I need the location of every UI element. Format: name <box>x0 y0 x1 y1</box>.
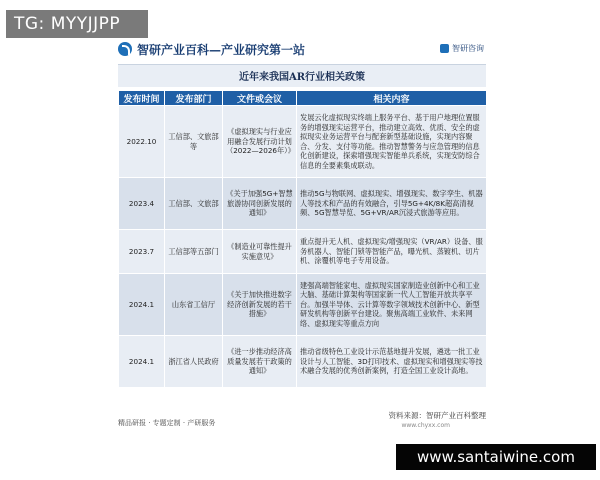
header-date: 发布时间 <box>119 91 165 106</box>
row-doc: 《进一步推动经济高质量发展若干政策的通知》 <box>223 336 297 388</box>
row-dept: 浙江省人民政府 <box>165 336 223 388</box>
table-row <box>119 274 487 336</box>
logo-icon <box>118 42 132 56</box>
brand-label: 智研咨询 <box>452 44 484 53</box>
watermark-tg: TG: MYYJJPP <box>6 10 148 38</box>
brand <box>440 43 484 54</box>
header-dept: 发布部门 <box>165 91 223 106</box>
row-date: 2023.4 <box>119 178 165 230</box>
banner-title: 智研产业百科—产业研究第一站 <box>137 42 306 57</box>
row-doc: 《制造业可靠性提升实施意见》 <box>223 230 297 274</box>
row-date: 2022.10 <box>119 106 165 178</box>
title-bar <box>118 64 486 87</box>
row-dept: 工信部等五部门 <box>165 230 223 274</box>
row-content: 发展云化虚拟现实终端上服务平台、基于用户地理位置服务的增强现实运营平台，推动建立高效、优质、安全的虚拟现实业务运营平台与配套新型基础设施，实现内容聚合、分发、支付等功能。推动智慧警务与应急管理的信息化创新建设，探索增强现实智能单兵系统，实现安防综合信息的全要素集成联动。 <box>297 106 487 178</box>
row-content: 推动5G与物联网、虚拟现实、增强现实、数字孪生、机器人等技术和产品的有效融合，引导5G+4K/8K超高清视频、5G智慧导览、5G+VR/AR沉浸式旅游等应用。 <box>297 178 487 230</box>
row-dept: 山东省工信厅 <box>165 274 223 336</box>
row-content: 建强高端智能家电、虚拟现实国家制造业创新中心和工业大脑、基础计算架构等国家新一代人工智能开放共享平台。加强半导体、云计算等数字领域技术创新中心、新型研发机构等创新平台建设。聚焦高端工业软件、未来网络、虚拟现实等重点方向 <box>297 274 487 336</box>
table-title: 近年来我国AR行业相关政策 <box>238 72 366 83</box>
row-dept: 工信部、文旅部 <box>165 178 223 230</box>
row-date: 2024.1 <box>119 274 165 336</box>
header-content: 相关内容 <box>297 91 487 106</box>
footer <box>118 408 486 432</box>
policy-table <box>118 90 487 388</box>
brand-icon <box>440 44 449 53</box>
infographic-card <box>110 38 494 468</box>
banner <box>110 38 494 60</box>
row-content: 重点提升无人机、虚拟现实/增强现实（VR/AR）设备、服务机器人、智能门锁等智能产品，曝光机、蒸镀机、切片机、涂覆机等电子专用设备。 <box>297 230 487 274</box>
row-doc: 《关于加快推进数字经济创新发展的若干措施》 <box>223 274 297 336</box>
table-row <box>119 178 487 230</box>
row-content: 推动省级特色工业设计示范基地提升发展，遴选一批工业设计与人工智能、3D打印技术、虚拟现实和增强现实等技术融合发展的优秀创新案例，打造全国工业设计高地。 <box>297 336 487 388</box>
footer-tagline: 精品研报 · 专题定制 · 产研服务 <box>118 419 216 427</box>
table-header-row <box>119 91 487 106</box>
watermark-site: www.santaiwine.com <box>396 444 596 470</box>
row-dept: 工信部、文旅部等 <box>165 106 223 178</box>
footer-source: 资料来源：智研产业百科整理 <box>388 411 486 420</box>
footer-url: www.chyxx.com <box>401 422 450 429</box>
header-doc: 文件或会议 <box>223 91 297 106</box>
row-doc: 《关于加强5G+智慧旅游协同创新发展的通知》 <box>223 178 297 230</box>
table-row <box>119 336 487 388</box>
table-row <box>119 106 487 178</box>
row-date: 2024.1 <box>119 336 165 388</box>
table-row <box>119 230 487 274</box>
row-date: 2023.7 <box>119 230 165 274</box>
row-doc: 《虚拟现实与行业应用融合发展行动计划（2022—2026年）》 <box>223 106 297 178</box>
